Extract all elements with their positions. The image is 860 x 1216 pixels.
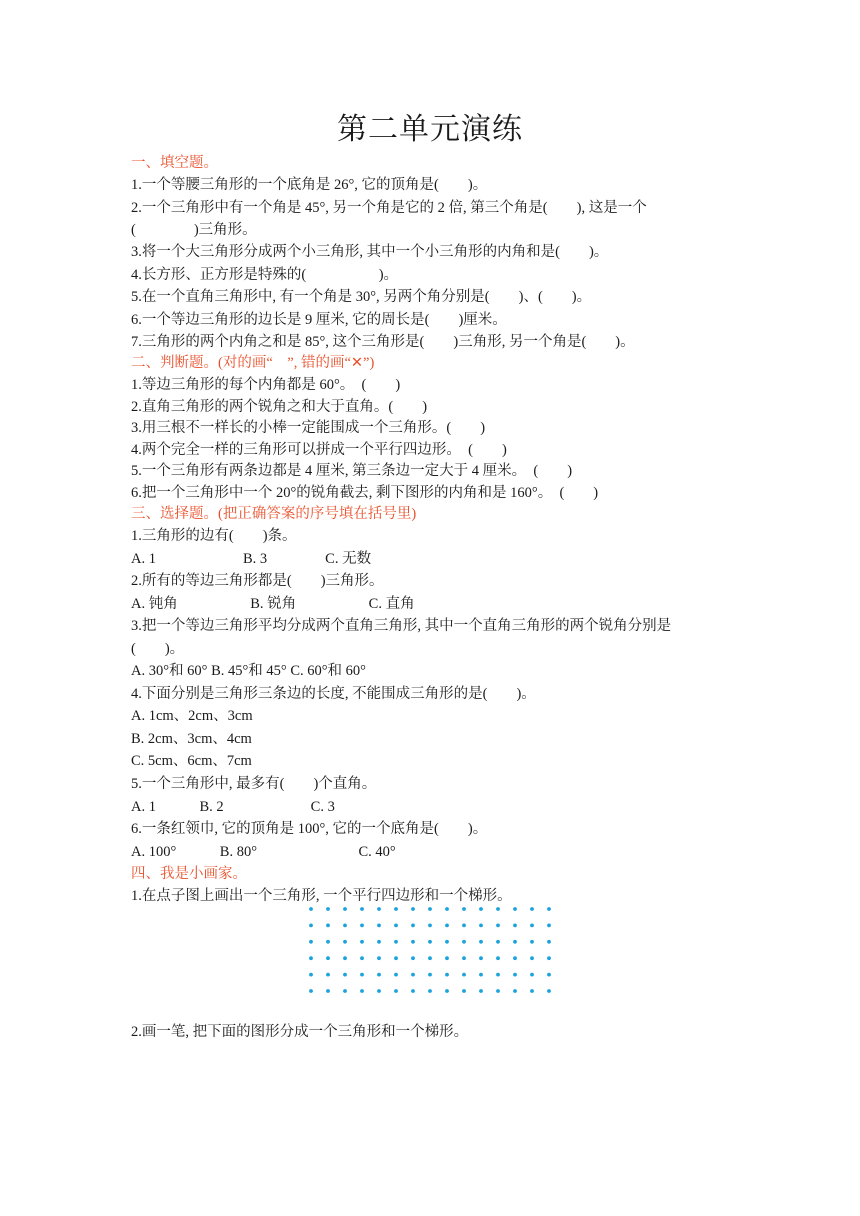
grid-dot[interactable] [445, 940, 449, 944]
question-2-4: 4.两个完全一样的三角形可以拼成一个平行四边形。 ( ) [131, 442, 507, 458]
grid-dot[interactable] [377, 956, 381, 960]
grid-dot[interactable] [360, 924, 364, 928]
question-3-2: 2.所有的等边三角形都是( )三角形。 [131, 573, 384, 589]
grid-dot[interactable] [445, 924, 449, 928]
options-3-3: A. 30°和 60° B. 45°和 45° C. 60°和 60° [131, 663, 366, 679]
grid-dot[interactable] [513, 907, 517, 911]
question-4-1: 1.在点子图上画出一个三角形, 一个平行四边形和一个梯形。 [131, 888, 512, 904]
grid-dot[interactable] [411, 973, 415, 977]
grid-dot[interactable] [513, 973, 517, 977]
grid-dot[interactable] [411, 940, 415, 944]
section-heading-drawing: 四、我是小画家。 [131, 866, 247, 882]
question-1-4: 4.长方形、正方形是特殊的( )。 [131, 267, 399, 283]
grid-dot[interactable] [513, 956, 517, 960]
grid-dot[interactable] [377, 940, 381, 944]
question-1-1: 1.一个等腰三角形的一个底角是 26°, 它的顶角是( )。 [131, 177, 488, 193]
grid-dot[interactable] [479, 989, 483, 993]
grid-dot[interactable] [377, 924, 381, 928]
grid-dot[interactable] [496, 989, 500, 993]
grid-dot[interactable] [343, 989, 347, 993]
question-1-7: 7.三角形的两个内角之和是 85°, 这个三角形是( )三角形, 另一个角是( )。 [131, 334, 635, 350]
grid-dot[interactable] [326, 973, 330, 977]
grid-dot[interactable] [428, 907, 432, 911]
grid-dot[interactable] [360, 907, 364, 911]
question-3-6: 6.一条红领巾, 它的顶角是 100°, 它的一个底角是( )。 [131, 821, 488, 837]
grid-dot[interactable] [309, 973, 313, 977]
section-heading-true-false: 二、判断题。(对的画“ ”, 错的画“✕”) [131, 355, 375, 371]
grid-dot[interactable] [530, 973, 534, 977]
grid-dot[interactable] [462, 956, 466, 960]
grid-dot[interactable] [394, 973, 398, 977]
grid-dot[interactable] [496, 973, 500, 977]
grid-dot[interactable] [547, 924, 551, 928]
grid-dot[interactable] [513, 940, 517, 944]
grid-dot[interactable] [445, 989, 449, 993]
grid-dot[interactable] [496, 924, 500, 928]
grid-dot[interactable] [394, 907, 398, 911]
grid-dot[interactable] [462, 924, 466, 928]
question-3-4: 4.下面分别是三角形三条边的长度, 不能围成三角形的是( )。 [131, 686, 536, 702]
question-4-2: 2.画一笔, 把下面的图形分成一个三角形和一个梯形。 [131, 1024, 469, 1040]
grid-dot[interactable] [428, 989, 432, 993]
grid-dot[interactable] [530, 956, 534, 960]
grid-dot[interactable] [360, 956, 364, 960]
question-2-2: 2.直角三角形的两个锐角之和大于直角。( ) [131, 399, 428, 415]
grid-dot[interactable] [411, 956, 415, 960]
grid-dot[interactable] [513, 989, 517, 993]
grid-dot[interactable] [343, 907, 347, 911]
grid-dot[interactable] [309, 940, 313, 944]
grid-dot[interactable] [343, 956, 347, 960]
question-2-1: 1.等边三角形的每个内角都是 60°。 ( ) [131, 377, 401, 393]
section-heading-multiple-choice: 三、选择题。(把正确答案的序号填在括号里) [131, 506, 417, 522]
grid-dot[interactable] [479, 924, 483, 928]
grid-dot[interactable] [462, 940, 466, 944]
grid-dot[interactable] [377, 973, 381, 977]
grid-dot[interactable] [462, 989, 466, 993]
grid-dot[interactable] [547, 956, 551, 960]
grid-dot[interactable] [309, 907, 313, 911]
grid-dot[interactable] [445, 973, 449, 977]
grid-dot[interactable] [530, 907, 534, 911]
question-2-6: 6.把一个三角形中一个 20°的锐角截去, 剩下图形的内角和是 160°。 ( ) [131, 485, 599, 501]
grid-dot[interactable] [428, 956, 432, 960]
grid-dot[interactable] [394, 940, 398, 944]
grid-dot[interactable] [343, 924, 347, 928]
options-3-1: A. 1 B. 3 C. 无数 [131, 551, 372, 567]
grid-dot[interactable] [309, 924, 313, 928]
grid-dot[interactable] [309, 956, 313, 960]
grid-dot[interactable] [513, 924, 517, 928]
question-1-5: 5.在一个直角三角形中, 有一个角是 30°, 另两个角分别是( )、( )。 [131, 289, 592, 305]
grid-dot[interactable] [445, 907, 449, 911]
grid-dot[interactable] [445, 956, 449, 960]
question-3-1: 1.三角形的边有( )条。 [131, 528, 297, 544]
grid-dot[interactable] [377, 907, 381, 911]
grid-dot[interactable] [479, 956, 483, 960]
grid-dot[interactable] [394, 989, 398, 993]
grid-dot[interactable] [377, 989, 381, 993]
grid-dot[interactable] [326, 907, 330, 911]
grid-dot[interactable] [530, 989, 534, 993]
grid-dot[interactable] [360, 940, 364, 944]
grid-dot[interactable] [343, 973, 347, 977]
grid-dot[interactable] [428, 924, 432, 928]
dot-grid[interactable] [305, 904, 557, 996]
option-3-4-c: C. 5cm、6cm、7cm [131, 753, 252, 769]
page-title: 第二单元演练 [337, 113, 523, 146]
grid-dot[interactable] [530, 924, 534, 928]
options-3-2: A. 钝角 B. 锐角 C. 直角 [131, 596, 415, 612]
question-1-2: 2.一个三角形中有一个角是 45°, 另一个角是它的 2 倍, 第三个角是( ), 这是一个 [131, 200, 647, 216]
grid-dot[interactable] [326, 940, 330, 944]
question-2-3: 3.用三根不一样长的小棒一定能围成一个三角形。( ) [131, 420, 486, 436]
options-3-6: A. 100° B. 80° C. 40° [131, 844, 396, 860]
section-heading-fill-blank: 一、填空题。 [131, 155, 218, 171]
grid-dot[interactable] [360, 989, 364, 993]
grid-dot[interactable] [360, 973, 364, 977]
grid-dot[interactable] [326, 989, 330, 993]
grid-dot[interactable] [326, 924, 330, 928]
grid-dot[interactable] [394, 956, 398, 960]
grid-dot[interactable] [343, 940, 347, 944]
grid-dot[interactable] [394, 924, 398, 928]
grid-dot[interactable] [547, 973, 551, 977]
question-1-6: 6.一个等边三角形的边长是 9 厘米, 它的周长是( )厘米。 [131, 312, 507, 328]
options-3-5: A. 1 B. 2 C. 3 [131, 799, 335, 815]
grid-dot[interactable] [547, 940, 551, 944]
option-3-4-a: A. 1cm、2cm、3cm [131, 708, 253, 724]
grid-dot[interactable] [411, 989, 415, 993]
question-3-3: 3.把一个等边三角形平均分成两个直角三角形, 其中一个直角三角形的两个锐角分别是 [131, 618, 672, 634]
option-3-4-b: B. 2cm、3cm、4cm [131, 731, 252, 747]
grid-dot[interactable] [547, 989, 551, 993]
grid-dot[interactable] [479, 907, 483, 911]
grid-dot[interactable] [530, 940, 534, 944]
grid-dot[interactable] [326, 956, 330, 960]
grid-dot[interactable] [309, 989, 313, 993]
question-3-5: 5.一个三角形中, 最多有( )个直角。 [131, 776, 377, 792]
question-3-3-cont: ( )。 [131, 641, 185, 657]
grid-dot[interactable] [411, 907, 415, 911]
grid-dot[interactable] [479, 973, 483, 977]
grid-dot[interactable] [428, 973, 432, 977]
question-2-5: 5.一个三角形有两条边都是 4 厘米, 第三条边一定大于 4 厘米。 ( ) [131, 463, 573, 479]
grid-dot[interactable] [428, 940, 432, 944]
question-1-3: 3.将一个大三角形分成两个小三角形, 其中一个小三角形的内角和是( )。 [131, 244, 609, 260]
grid-dot[interactable] [479, 940, 483, 944]
grid-dot[interactable] [547, 907, 551, 911]
grid-dot[interactable] [496, 940, 500, 944]
question-1-2-cont: ( )三角形。 [131, 222, 257, 238]
grid-dot[interactable] [496, 956, 500, 960]
grid-dot[interactable] [411, 924, 415, 928]
grid-dot[interactable] [462, 907, 466, 911]
grid-dot[interactable] [462, 973, 466, 977]
grid-dot[interactable] [496, 907, 500, 911]
